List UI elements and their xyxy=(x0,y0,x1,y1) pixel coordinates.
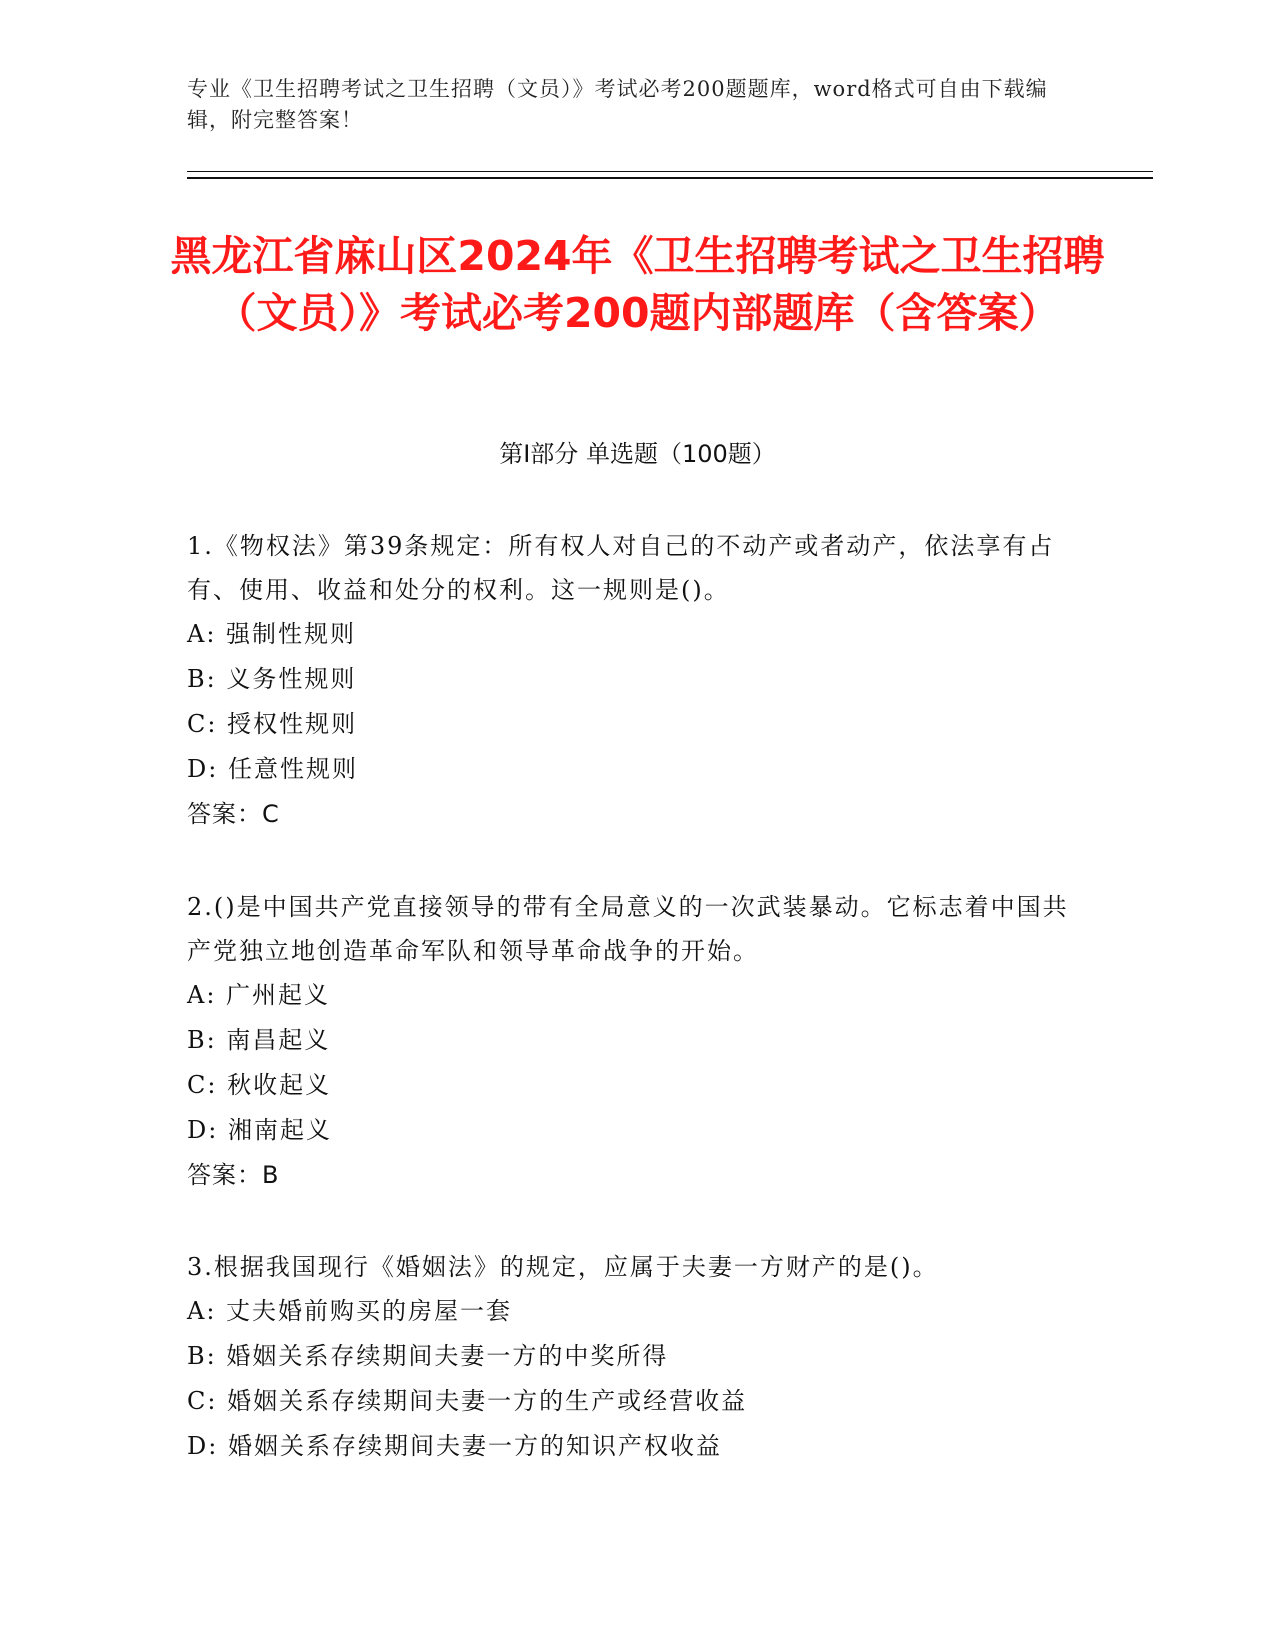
option-a: A: 强制性规则 xyxy=(187,620,357,648)
option-c: C: 授权性规则 xyxy=(187,710,358,738)
option-b: B: 婚姻关系存续期间夫妻一方的中奖所得 xyxy=(187,1342,669,1370)
question-block xyxy=(187,885,1087,1198)
question-stem: 1.《物权法》第39条规定：所有权人对自己的不动产或者动产，依法享有占有、使用、收益和处分的权利。这一规则是()。 xyxy=(187,532,1055,604)
answer-label: 答案：B xyxy=(187,1161,280,1189)
option-d: D: 婚姻关系存续期间夫妻一方的知识产权收益 xyxy=(187,1432,722,1460)
document-title: 黑龙江省麻山区2024年《卫生招聘考试之卫生招聘（文员）》考试必考200题内部题库（含答案） xyxy=(170,232,1105,337)
header-divider-thick xyxy=(187,177,1153,179)
option-a: A: 丈夫婚前购买的房屋一套 xyxy=(187,1297,513,1325)
option-d: D: 湘南起义 xyxy=(187,1116,332,1144)
option-b: B: 义务性规则 xyxy=(187,665,357,693)
question-stem: 2.()是中国共产党直接领导的带有全局意义的一次武装暴动。它标志着中国共产党独立地创造革命军队和领导革命战争的开始。 xyxy=(187,893,1069,965)
option-b: B: 南昌起义 xyxy=(187,1026,331,1054)
header-divider-thin xyxy=(187,171,1153,172)
question-block xyxy=(187,1245,1087,1469)
section-title: 第Ⅰ部分 单选题（100题） xyxy=(499,440,776,468)
option-c: C: 婚姻关系存续期间夫妻一方的生产或经营收益 xyxy=(187,1387,748,1415)
option-a: A: 广州起义 xyxy=(187,981,331,1009)
option-c: C: 秋收起义 xyxy=(187,1071,332,1099)
header-note: 专业《卫生招聘考试之卫生招聘（文员）》考试必考200题题库，word格式可自由下载编辑，附完整答案！ xyxy=(187,77,1048,132)
answer-label: 答案：C xyxy=(187,800,280,828)
option-d: D: 任意性规则 xyxy=(187,755,358,783)
question-block xyxy=(187,524,1087,837)
question-stem: 3.根据我国现行《婚姻法》的规定，应属于夫妻一方财产的是()。 xyxy=(187,1253,939,1281)
